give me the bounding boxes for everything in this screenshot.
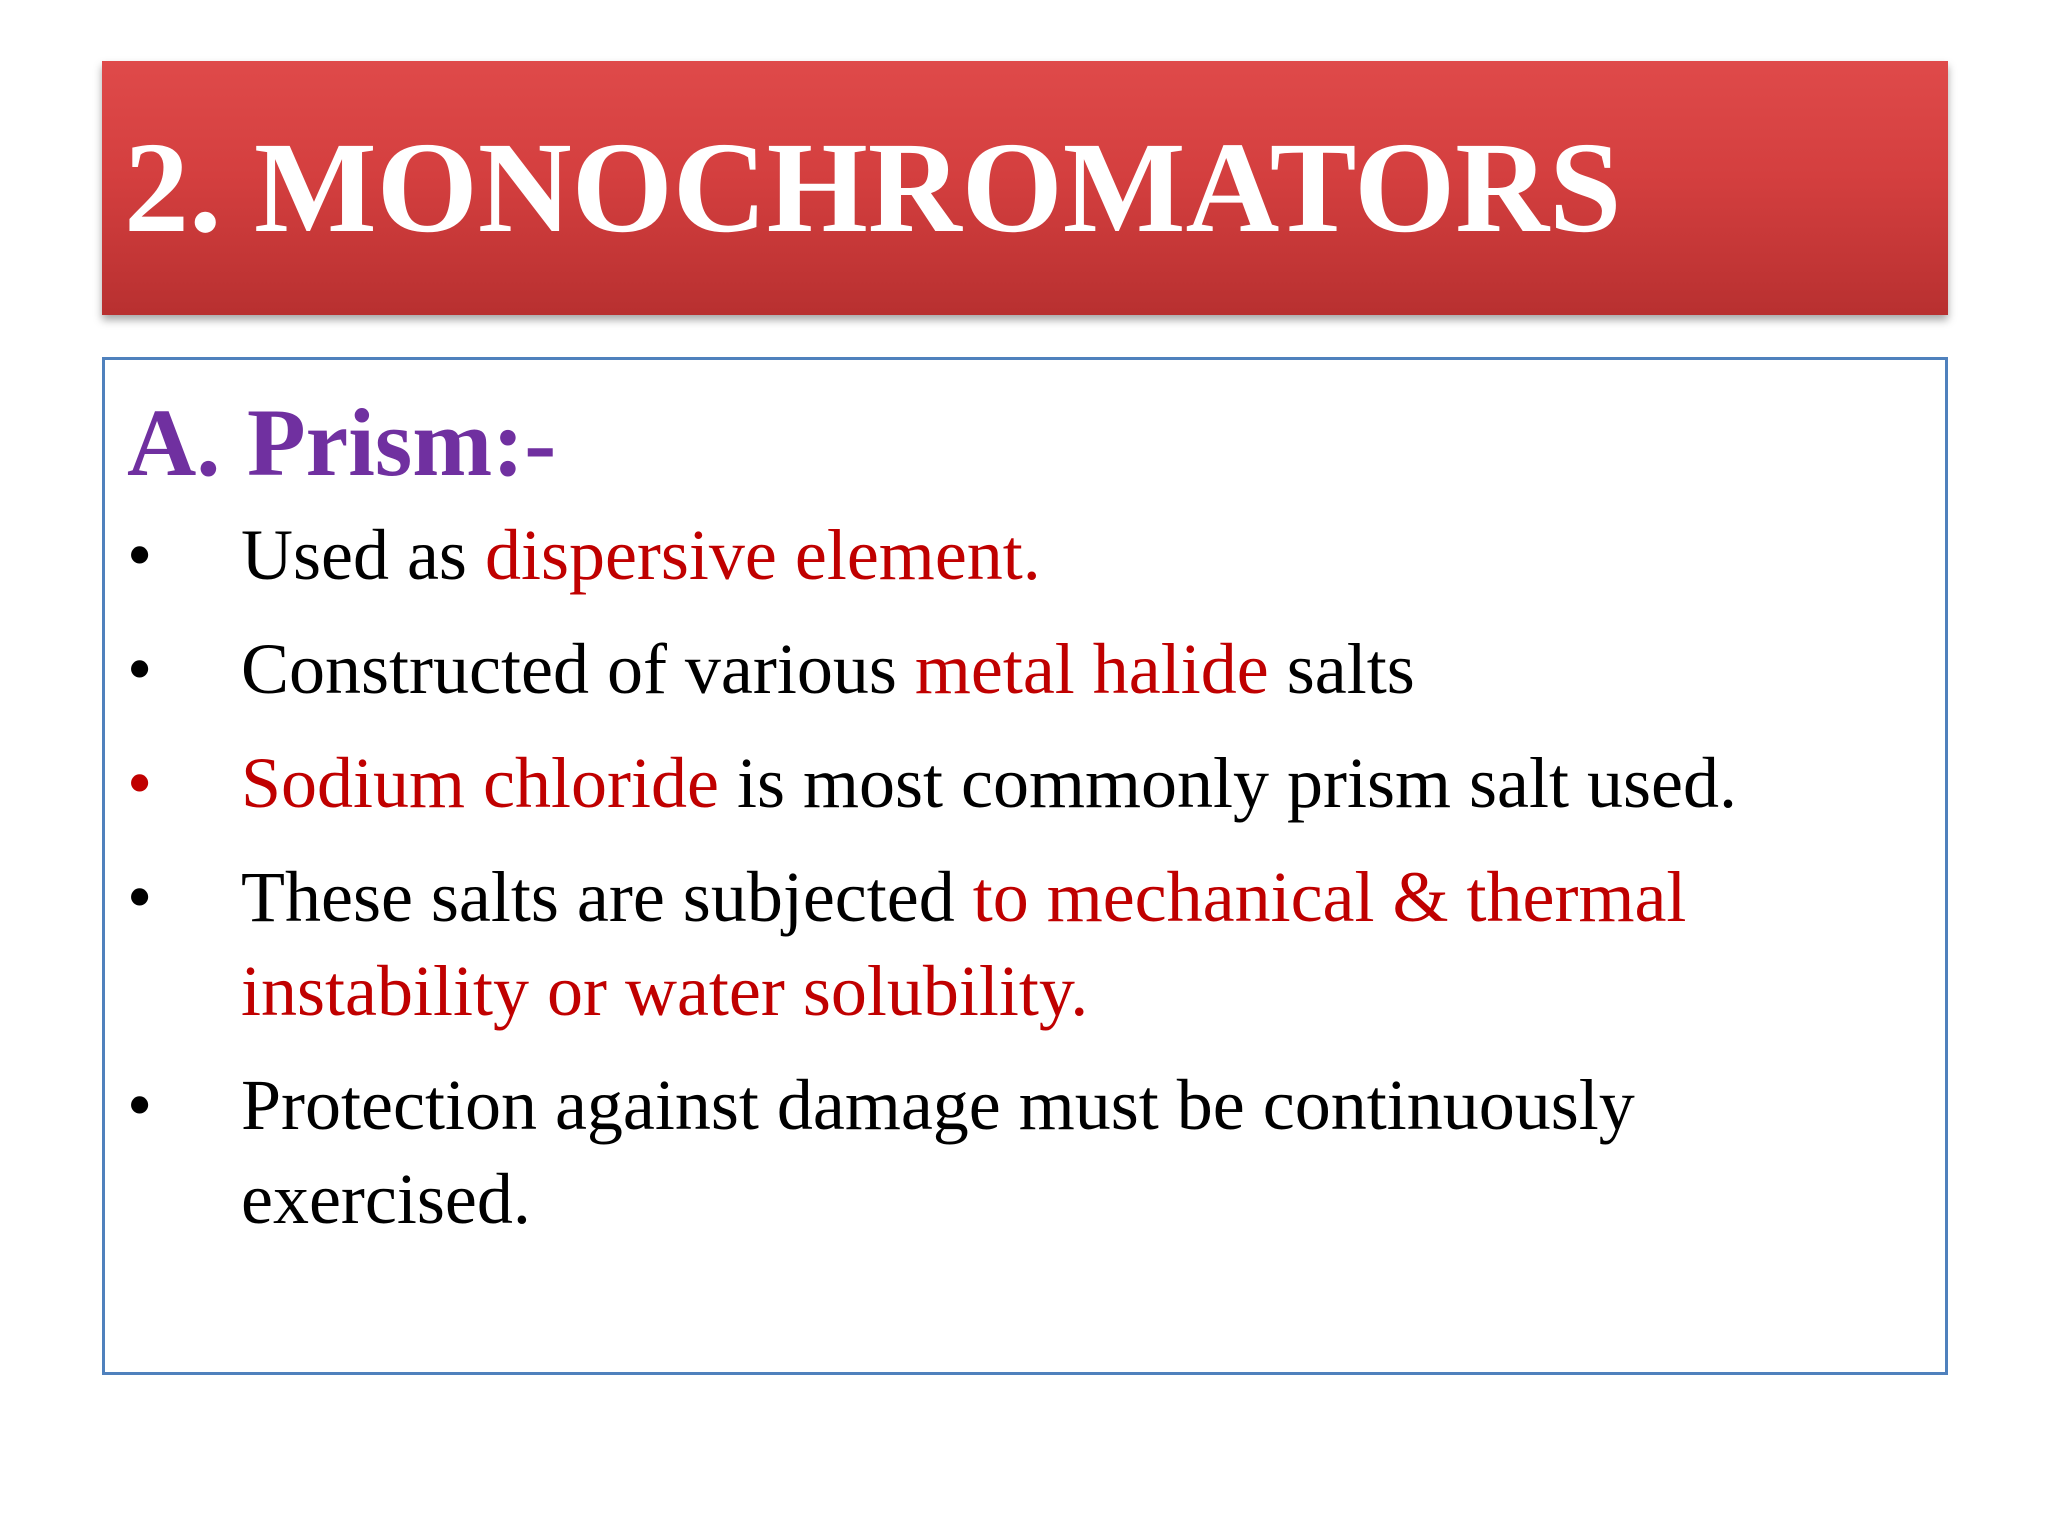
bullet-line (241, 850, 1945, 944)
bullet-item (105, 622, 1945, 716)
bullet-item (105, 508, 1945, 602)
bullet-marker: • (127, 1065, 153, 1145)
emphasis-text: metal halide (914, 629, 1269, 709)
section-title: Prism:- (247, 389, 557, 496)
bullet-item (105, 736, 1945, 830)
bullet-line (241, 508, 1945, 602)
section-heading (127, 388, 556, 498)
title-banner (102, 61, 1948, 315)
bullet-item (105, 1058, 1945, 1246)
bullet-list (105, 508, 1945, 1266)
content-box (102, 357, 1948, 1375)
body-text: is most commonly prism salt used. (718, 743, 1737, 823)
bullet-marker: • (127, 629, 153, 709)
bullet-line (241, 944, 1945, 1038)
emphasis-text: instability or water solubility. (241, 951, 1089, 1031)
bullet-line (241, 736, 1945, 830)
bullet-line (241, 622, 1945, 716)
emphasis-text: dispersive element. (484, 515, 1041, 595)
body-text: Protection against damage must be continuously (241, 1065, 1635, 1145)
bullet-line (241, 1152, 1945, 1246)
emphasis-text: to mechanical & thermal (972, 857, 1687, 937)
bullet-marker: • (127, 515, 153, 595)
slide-title: 2. MONOCHROMATORS (124, 116, 1622, 260)
bullet-item (105, 850, 1945, 1038)
body-text: salts (1268, 629, 1415, 709)
section-letter: A. (127, 389, 221, 496)
body-text: These salts are subjected (241, 857, 973, 937)
body-text: Used as (241, 515, 485, 595)
body-text: Constructed of various (241, 629, 915, 709)
body-text: exercised. (241, 1159, 531, 1239)
emphasis-text: Sodium chloride (241, 743, 719, 823)
bullet-line (241, 1058, 1945, 1152)
bullet-marker: • (127, 743, 153, 823)
bullet-marker: • (127, 857, 153, 937)
